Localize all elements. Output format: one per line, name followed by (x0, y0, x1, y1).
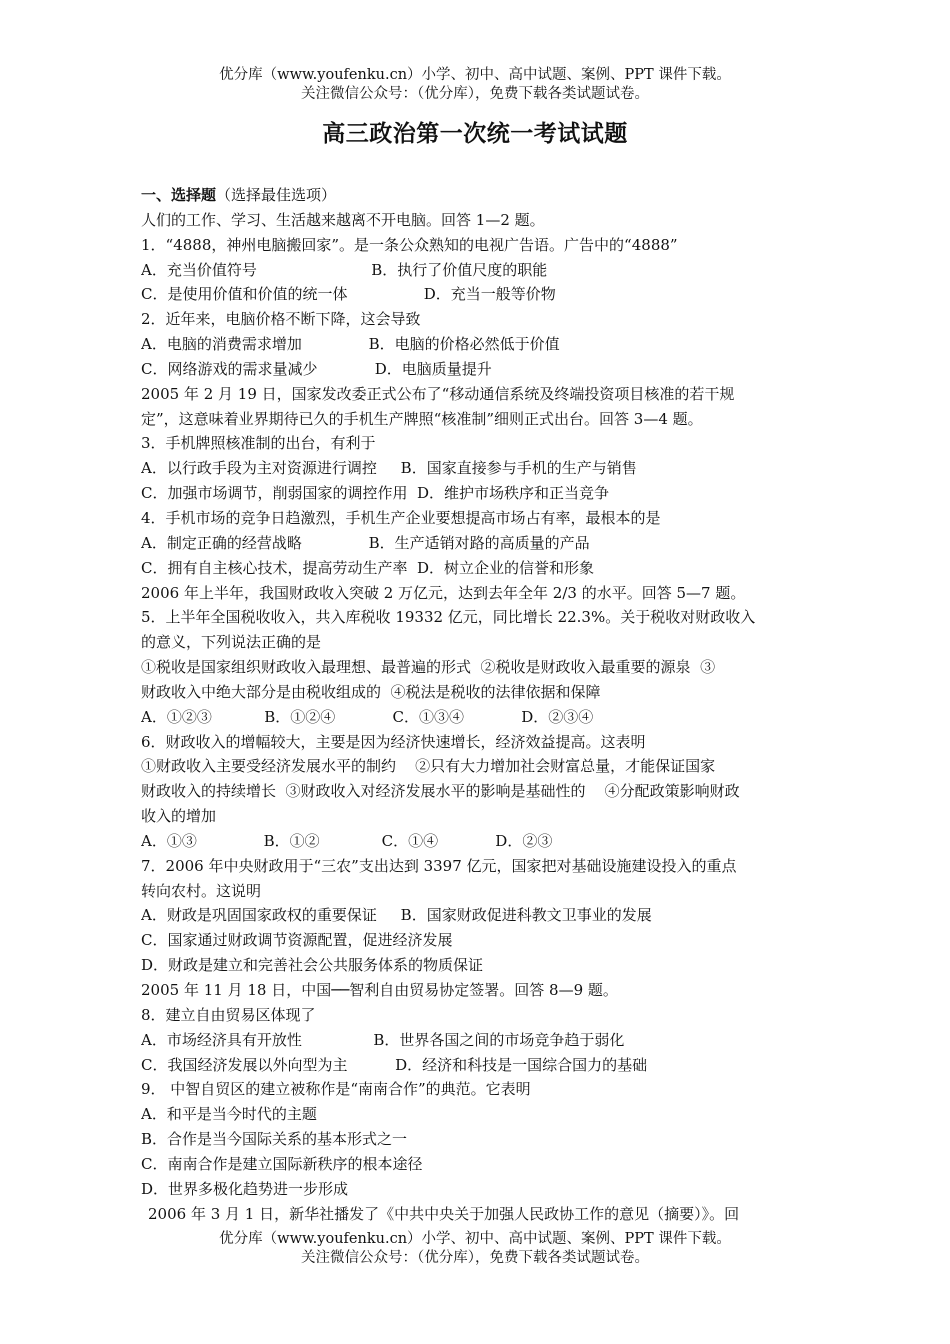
text-line: A．①②③ B．①②④ C．①③④ D．②③④ (141, 707, 594, 726)
header-banner (0, 66, 950, 104)
text-line: C．国家通过财政调节资源配置，促进经济发展 (141, 931, 453, 950)
text-line: D．世界多极化趋势进一步形成 (141, 1179, 349, 1198)
question-lines (141, 208, 813, 1227)
header-banner-line1: 优分库（www.youfenku.cn）小学、初中、高中试题、案例、PPT 课件下载。 (219, 67, 731, 83)
text-line: A．以行政手段为主对资源进行调控 B．国家直接参与手机的生产与销售 (141, 459, 637, 478)
text-line: A．充当价值符号 B．执行了价值尺度的职能 (141, 260, 548, 279)
text-line: A．电脑的消费需求增加 B．电脑的价格必然低于价值 (141, 335, 560, 354)
text-line: 2．近年来，电脑价格不断下降，这会导致 (141, 310, 421, 329)
text-line: C．加强市场调节，削弱国家的调控作用 D．维护市场秩序和正当竞争 (141, 484, 610, 503)
text-line: 2006 年上半年，我国财政收入突破 2 万亿元，达到去年全年 2/3 的水平。回答 5—7 题。 (141, 583, 746, 602)
text-line: C．是使用价值和价值的统一体 D．充当一般等价物 (141, 285, 556, 304)
text-line: A．和平是当今时代的主题 (141, 1105, 317, 1124)
footer-banner-line1: 优分库（www.youfenku.cn）小学、初中、高中试题、案例、PPT 课件下载。 (219, 1231, 731, 1247)
header-banner-line2: 关注微信公众号：（优分库），免费下载各类试题试卷。 (301, 86, 649, 102)
document-body (141, 183, 813, 1226)
text-line: 人们的工作、学习、生活越来越离不开电脑。回答 1—2 题。 (141, 210, 545, 229)
text-line: A．制定正确的经营战略 B．生产适销对路的高质量的产品 (141, 533, 590, 552)
text-line: 财政收入的持续增长 ③财政收入对经济发展水平的影响是基础性的 ④分配政策影响财政 (141, 782, 740, 801)
section-heading (141, 183, 813, 208)
text-line: C．南南合作是建立国际新秩序的根本途径 (141, 1154, 423, 1173)
text-line: C．拥有自主核心技术，提高劳动生产率 D．树立企业的信誉和形象 (141, 558, 595, 577)
text-line: A．市场经济具有开放性 B．世界各国之间的市场竞争趋于弱化 (141, 1030, 625, 1049)
text-line: 5．上半年全国税收收入，共入库税收 19332 亿元，同比增长 22.3%。关于税收对财政收入 (141, 608, 756, 627)
text-line: 2005 年 2 月 19 日，国家发改委正式公布了“移动通信系统及终端投资项目核准的若干规 (141, 384, 735, 403)
text-line: 7．2006 年中央财政用于“三农”支出达到 3397 亿元，国家把对基础设施建设投入的重点 (141, 856, 737, 875)
text-line: 定”，这意味着业界期待已久的手机生产牌照“核准制”细则正式出台。回答 3—4 题。 (141, 409, 703, 428)
footer-banner-line2: 关注微信公众号：（优分库），免费下载各类试题试卷。 (301, 1250, 649, 1266)
text-line: A．①③ B．①② C．①④ D．②③ (141, 831, 553, 850)
text-line: 的意义，下列说法正确的是 (141, 633, 322, 652)
text-line: 8．建立自由贸易区体现了 (141, 1005, 316, 1024)
text-line: C．我国经济发展以外向型为主 D．经济和科技是一国综合国力的基础 (141, 1055, 648, 1074)
text-line: A．财政是巩固国家政权的重要保证 B．国家财政促进科教文卫事业的发展 (141, 906, 652, 925)
text-line: C．网络游戏的需求量减少 D．电脑质量提升 (141, 359, 492, 378)
text-line: 3．手机牌照核准制的出台，有利于 (141, 434, 376, 453)
section-heading-label: 一、选择题 (141, 186, 217, 204)
text-line: ①税收是国家组织财政收入最理想、最普遍的形式 ②税收是财政收入最重要的源泉 ③ (141, 658, 716, 677)
text-line: 1．“4888，神州电脑搬回家”。是一条公众熟知的电视广告语。广告中的“4888” (141, 235, 678, 254)
page-title: 高三政治第一次统一考试试题 (322, 120, 628, 147)
text-line: 收入的增加 (141, 807, 217, 826)
text-line: 2006 年 3 月 1 日，新华社播发了《中共中央关于加强人民政协工作的意见（摘要）》。回 (148, 1204, 740, 1223)
text-line: 4．手机市场的竞争日趋激烈，手机生产企业要想提高市场占有率，最根本的是 (141, 508, 661, 527)
footer-banner (0, 1230, 950, 1268)
text-line: 2005 年 11 月 18 日，中国──智利自由贸易协定签署。回答 8—9 题。 (141, 981, 618, 999)
text-line: 财政收入中绝大部分是由税收组成的 ④税法是税收的法律依据和保障 (141, 682, 601, 701)
text-line: 9． 中智自贸区的建立被称作是“南南合作”的典范。它表明 (141, 1080, 531, 1099)
text-line: 转向农村。这说明 (141, 881, 262, 900)
text-line: ①财政收入主要受经济发展水平的制约 ②只有大力增加社会财富总量，才能保证国家 (141, 757, 716, 776)
text-line: B．合作是当今国际关系的基本形式之一 (141, 1130, 408, 1149)
text-line: D．财政是建立和完善社会公共服务体系的物质保证 (141, 956, 484, 975)
section-heading-note: （选择最佳选项） (216, 186, 337, 204)
text-line: 6．财政收入的增幅较大，主要是因为经济快速增长，经济效益提高。这表明 (141, 732, 646, 751)
